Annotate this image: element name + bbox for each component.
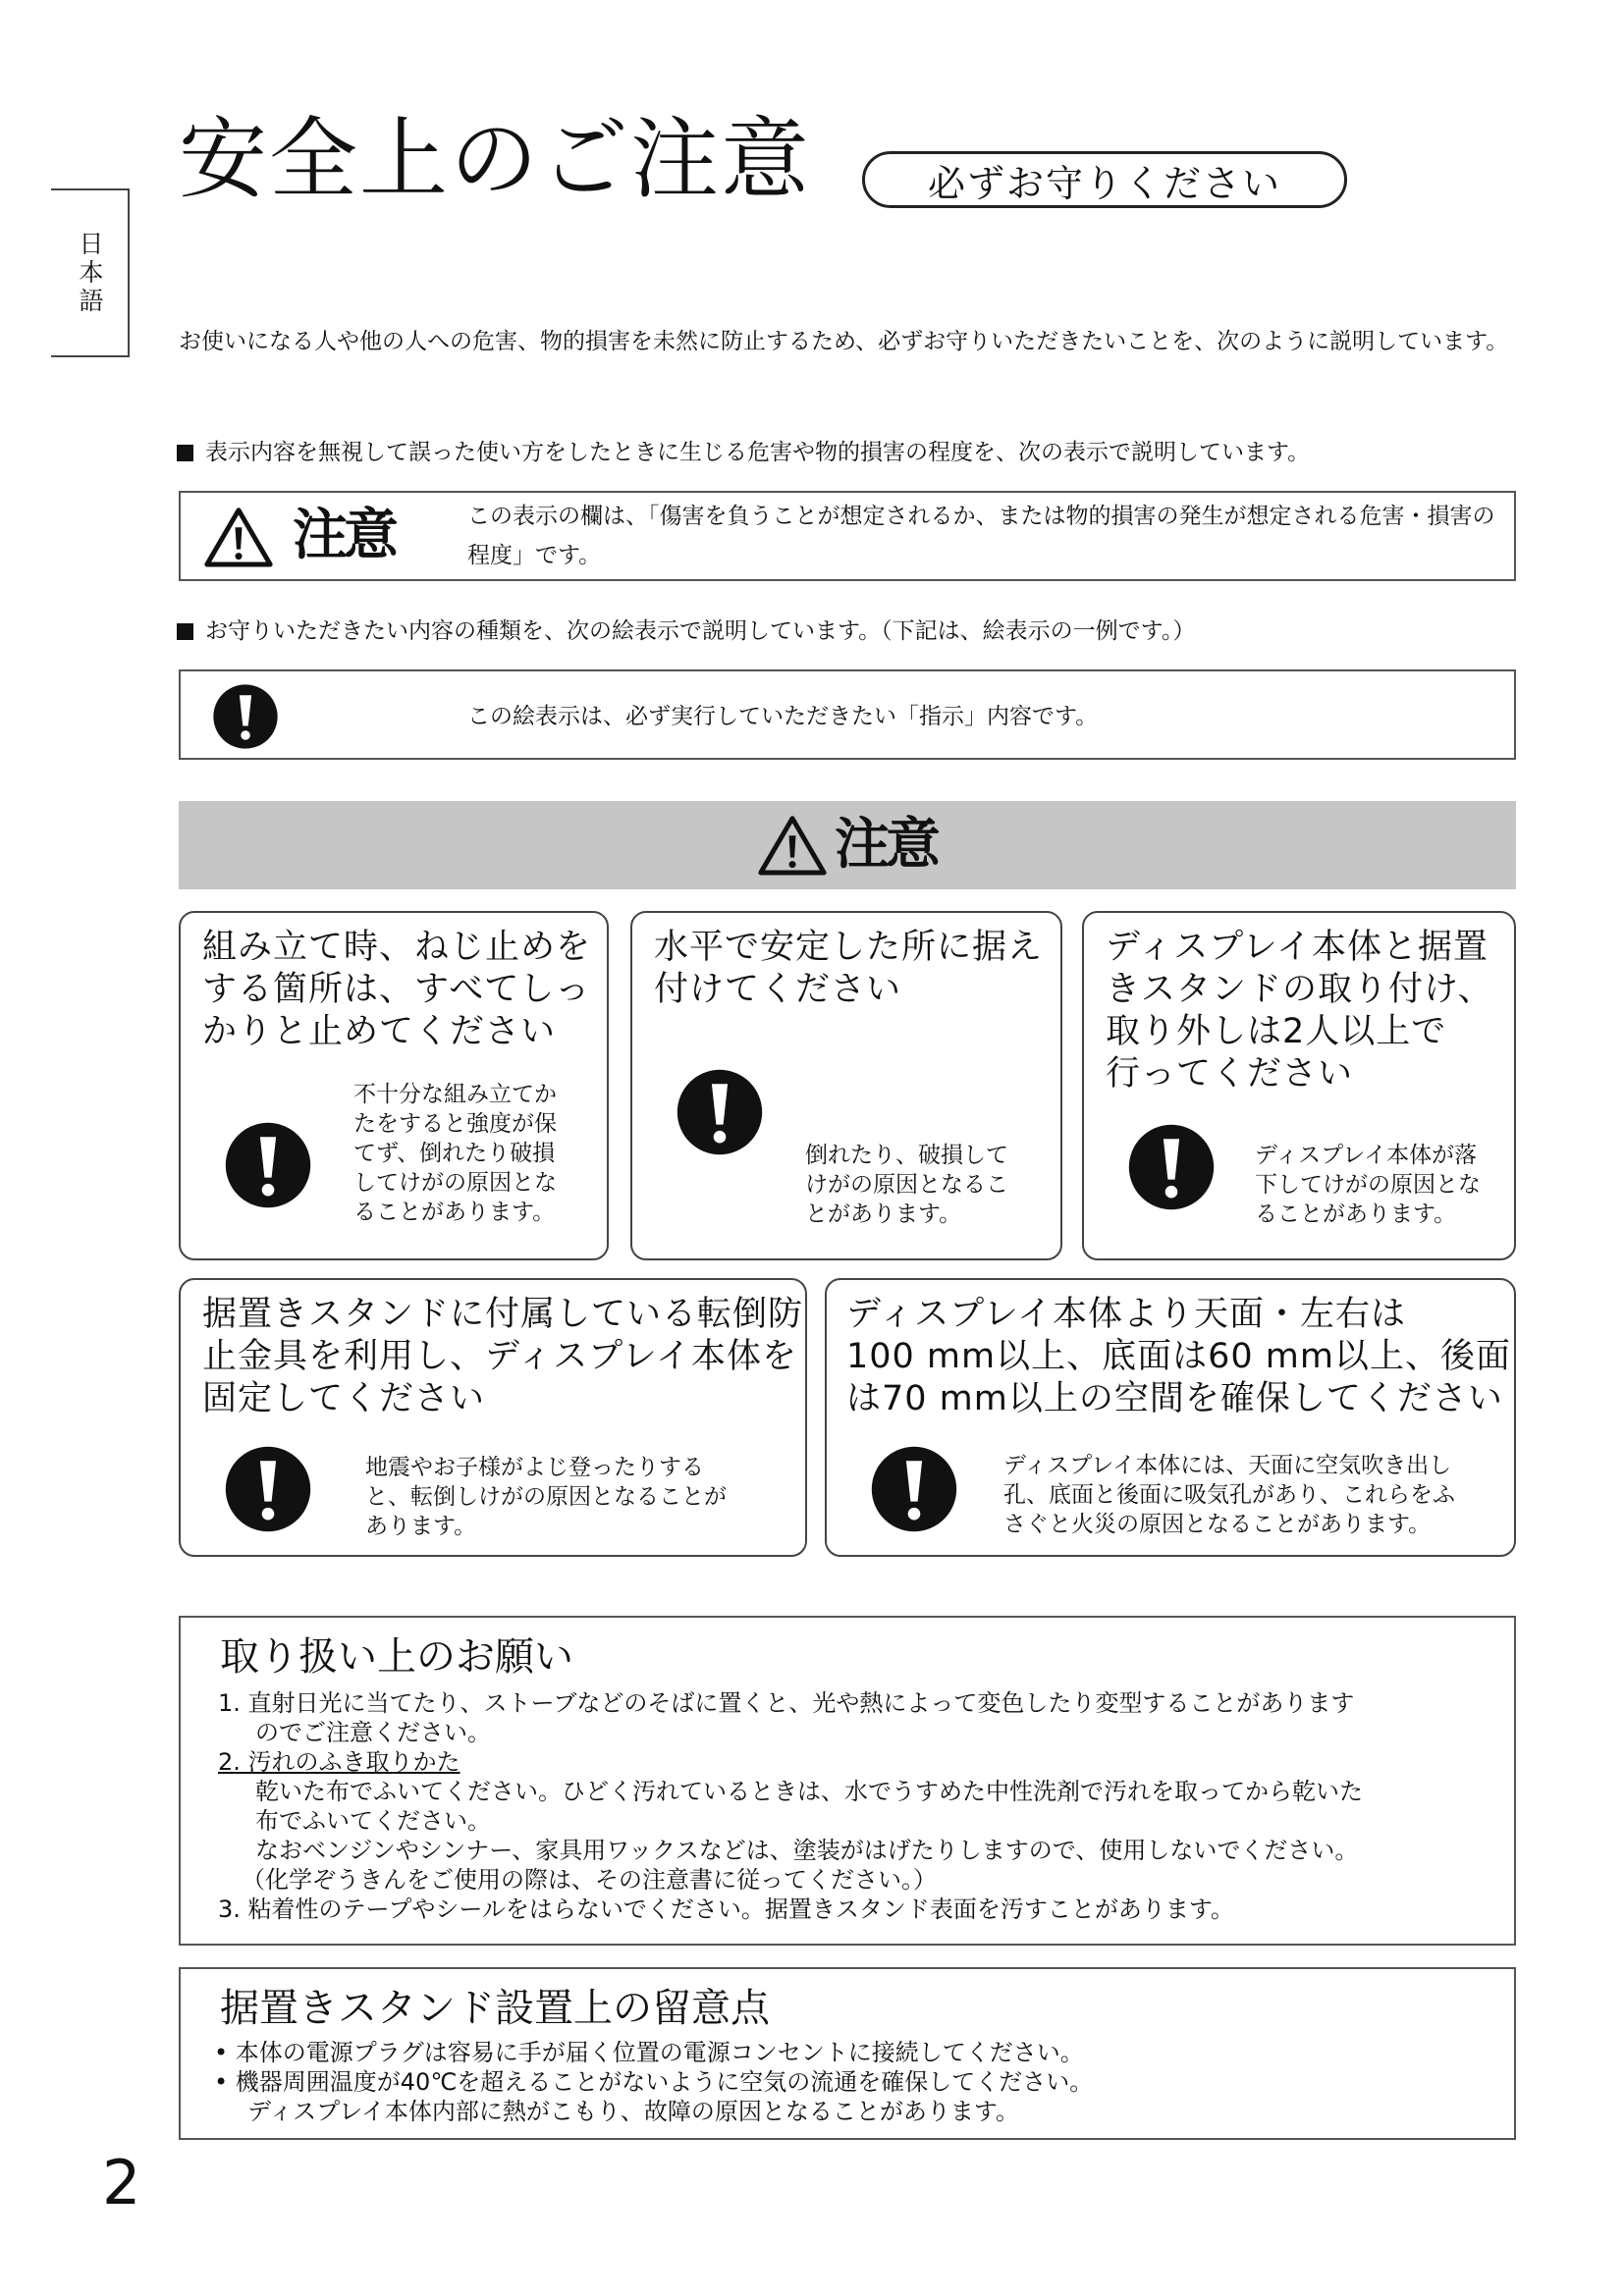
caution-signal-word: 注意: [835, 813, 937, 877]
intro-text: お使いになる人や他の人への危害、物的損害を未然に防止するため、必ずお守りいただきたいことを、次のように説明しています。: [179, 329, 1509, 354]
warning-triangle-icon: [204, 507, 273, 567]
installation-note-line: ディスプレイ本体内部に熱がこもり、故障の原因となることがあります。: [247, 2098, 1019, 2125]
symbol-legend-lead: [177, 616, 1195, 646]
square-bullet-icon: [177, 445, 193, 461]
handling-note-line: なおベンジンやシンナー、家具用ワックスなどは、塗装がはげたりしますので、使用しないでください。: [255, 1837, 1359, 1864]
handling-notes-box: [179, 1616, 1516, 1946]
caution-card-clearance: [825, 1278, 1516, 1557]
language-label: 日本語: [76, 230, 104, 316]
handling-notes-title: 取り扱い上のお願い: [220, 1634, 573, 1680]
mandatory-action-icon: [676, 1068, 764, 1156]
card-body: ディスプレイ本体が落 下してけがの原因とな ることがあります。: [1255, 1143, 1481, 1227]
page-title: 安全上のご注意: [179, 108, 811, 211]
installation-note-line: • 本体の電源プラグは容易に手が届く位置の電源コンセントに接続してください。: [214, 2039, 1084, 2066]
card-heading: ディスプレイ本体と据置 きスタンドの取り付け、 取り外しは2人以上で 行ってください: [1106, 928, 1493, 1094]
handling-note-line: 布でふいてください。: [255, 1807, 491, 1835]
caution-card-assembly: [179, 911, 609, 1260]
card-body: 地震やお子様がよじ登ったりする と、転倒しけがの原因となることが あります。: [365, 1455, 727, 1539]
severity-signal-word: 注意: [293, 504, 395, 567]
mandatory-action-icon: [1127, 1123, 1216, 1211]
symbol-legend-description: この絵表示は、必ず実行していただきたい「指示」内容です。: [467, 704, 1099, 729]
page-number: 2: [102, 2147, 141, 2218]
card-body: 不十分な組み立てか たをすると強度が保 てず、倒れたり破損 してけがの原因とな ることがあります。: [353, 1082, 557, 1225]
mandatory-action-icon: [224, 1445, 312, 1533]
card-body: ディスプレイ本体には、天面に空気吹き出し 孔、底面と後面に吸気孔があり、これらをふ さぐと火災の原因となることがあります。: [1003, 1453, 1455, 1537]
handling-note-line: のでご注意ください。: [255, 1719, 491, 1746]
mandatory-action-icon: [224, 1121, 312, 1209]
handling-notes-list: [218, 1688, 1363, 1924]
severity-legend-box: [179, 491, 1516, 581]
installation-note-line: • 機器周囲温度が40℃を超えることがないように空気の流通を確保してください。: [214, 2068, 1094, 2096]
warning-triangle-icon: [758, 815, 827, 876]
handling-note-line: 3. 粘着性のテープやシールをはらないでください。据置きスタンド表面を汚すことがあります。: [218, 1896, 1234, 1923]
symbol-legend-lead-text: お守りいただきたい内容の種類を、次の絵表示で説明しています。（下記は、絵表示の一例です。）: [205, 618, 1196, 644]
caution-card-two-persons: [1082, 911, 1516, 1260]
handling-note-line: （化学ぞうきんをご使用の際は、その注意書に従ってください。）: [242, 1866, 937, 1894]
language-tab: [51, 188, 130, 357]
handling-note-subheading: 2. 汚れのふき取りかた: [218, 1748, 460, 1776]
caution-card-anti-tip: [179, 1278, 807, 1557]
severity-legend-lead: [177, 438, 1310, 467]
severity-legend-lead-text: 表示内容を無視して誤った使い方をしたときに生じる危害や物的損害の程度を、次の表示で説明しています。: [205, 440, 1311, 465]
card-body: 倒れたり、破損して けがの原因となるこ とがあります。: [805, 1143, 1008, 1227]
caution-card-level-surface: [630, 911, 1062, 1260]
card-heading: 水平で安定した所に据え 付けてください: [654, 928, 1044, 1009]
mandatory-action-icon: [212, 683, 279, 750]
caution-banner: [179, 801, 1516, 889]
card-heading: 据置きスタンドに付属している転倒防 止金具を利用し、ディスプレイ本体を 固定してください: [202, 1295, 804, 1418]
installation-notes-box: [179, 1967, 1516, 2140]
installation-notes-list: [214, 2038, 1093, 2126]
handling-note-line: 1. 直射日光に当てたり、ストーブなどのそばに置くと、光や熱によって変色したり変型することがあります: [218, 1689, 1355, 1717]
installation-notes-title: 据置きスタンド設置上の留意点: [220, 1986, 770, 2031]
severity-legend-description: この表示の欄は、「傷害を負うことが想定されるか、または物的損害の発生が想定される危害・損害の程度」です。: [467, 504, 1495, 568]
card-heading: ディスプレイ本体より天面・左右は 100 mm以上、底面は60 mm以上、後面 は70 mm以上の空間を確保してください: [846, 1295, 1511, 1418]
mandatory-action-icon: [870, 1445, 958, 1533]
page-subtitle: 必ずお守りください: [862, 151, 1347, 208]
symbol-legend-box: [179, 669, 1516, 760]
handling-note-line: 乾いた布でふいてください。ひどく汚れているときは、水でうすめた中性洗剤で汚れを取ってから乾いた: [255, 1778, 1363, 1805]
card-heading: 組み立て時、ねじ止めを する箇所は、すべてしっ かりと止めてください: [202, 928, 592, 1051]
square-bullet-icon: [177, 623, 193, 640]
